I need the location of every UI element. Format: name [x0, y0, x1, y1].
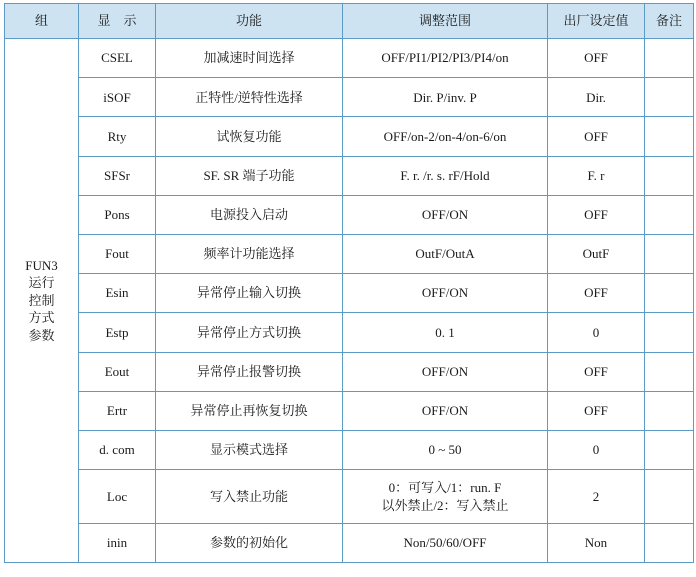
table-row	[5, 234, 694, 273]
group-label-line: FUN3	[25, 257, 58, 273]
function-name: 参数的初始化	[156, 524, 343, 563]
adjust-range-line: OFF/ON	[421, 363, 469, 379]
function-name: 异常停止报警切换	[156, 352, 343, 391]
display-code: d. com	[79, 430, 156, 469]
factory-default: Non	[548, 524, 645, 563]
function-name: 正特性/逆特性选择	[156, 78, 343, 117]
table-row	[5, 195, 694, 234]
parameter-table	[4, 3, 694, 563]
table-row	[5, 391, 694, 430]
function-name: 写入禁止功能	[156, 470, 343, 524]
note	[645, 117, 694, 156]
function-name: SF. SR 端子功能	[156, 156, 343, 195]
display-code: Pons	[79, 195, 156, 234]
display-code: SFSr	[79, 156, 156, 195]
group-label-line: 控制	[28, 292, 55, 308]
group-label-line: 运行	[28, 275, 55, 291]
table-row	[5, 313, 694, 352]
function-name: 电源投入启动	[156, 195, 343, 234]
adjust-range	[343, 352, 548, 391]
factory-default: OFF	[548, 352, 645, 391]
factory-default: OFF	[548, 274, 645, 313]
function-name: 试恢复功能	[156, 117, 343, 156]
note	[645, 156, 694, 195]
function-name: 异常停止输入切换	[156, 274, 343, 313]
factory-default: F. r	[548, 156, 645, 195]
header-group: 组	[5, 4, 79, 39]
note	[645, 234, 694, 273]
function-name: 异常停止方式切换	[156, 313, 343, 352]
factory-default: 0	[548, 430, 645, 469]
factory-default: OFF	[548, 195, 645, 234]
group-label-line: 方式	[28, 310, 55, 326]
factory-default: OFF	[548, 117, 645, 156]
adjust-range	[343, 470, 548, 524]
note	[645, 39, 694, 78]
adjust-range	[343, 78, 548, 117]
display-code: iSOF	[79, 78, 156, 117]
adjust-range	[343, 313, 548, 352]
group-label-line: 参数	[28, 327, 55, 343]
table-row	[5, 524, 694, 563]
group-cell	[5, 39, 79, 563]
adjust-range-line: OutF/OutA	[415, 246, 475, 262]
adjust-range-line: 以外禁止/2：写入禁止	[381, 497, 509, 513]
header-note: 备注	[645, 4, 694, 39]
display-code: Ertr	[79, 391, 156, 430]
note	[645, 195, 694, 234]
header-row	[5, 4, 694, 39]
display-code: Rty	[79, 117, 156, 156]
adjust-range-line: 0：可写入/1：run. F	[388, 480, 502, 496]
note	[645, 524, 694, 563]
table-row	[5, 430, 694, 469]
adjust-range	[343, 391, 548, 430]
display-code: Loc	[79, 470, 156, 524]
table-row	[5, 156, 694, 195]
factory-default: OFF	[548, 391, 645, 430]
adjust-range	[343, 117, 548, 156]
factory-default: OutF	[548, 234, 645, 273]
adjust-range-line: F. r. /r. s. rF/Hold	[400, 167, 490, 183]
factory-default: 0	[548, 313, 645, 352]
adjust-range-line: Non/50/60/OFF	[403, 535, 487, 551]
factory-default: 2	[548, 470, 645, 524]
adjust-range-line: OFF/on-2/on-4/on-6/on	[383, 128, 507, 144]
adjust-range	[343, 524, 548, 563]
function-name: 显示模式选择	[156, 430, 343, 469]
adjust-range	[343, 156, 548, 195]
table-row	[5, 352, 694, 391]
display-code: Fout	[79, 234, 156, 273]
table-row	[5, 39, 694, 78]
note	[645, 391, 694, 430]
header-range: 调整范围	[343, 4, 548, 39]
header-display: 显 示	[79, 4, 156, 39]
table-row	[5, 117, 694, 156]
adjust-range	[343, 274, 548, 313]
note	[645, 78, 694, 117]
note	[645, 470, 694, 524]
note	[645, 352, 694, 391]
function-name: 加减速时间选择	[156, 39, 343, 78]
adjust-range	[343, 234, 548, 273]
adjust-range-line: OFF/ON	[421, 207, 469, 223]
display-code: Estp	[79, 313, 156, 352]
note	[645, 430, 694, 469]
function-name: 频率计功能选择	[156, 234, 343, 273]
header-function: 功能	[156, 4, 343, 39]
table-row	[5, 274, 694, 313]
note	[645, 313, 694, 352]
table-row	[5, 78, 694, 117]
display-code: inin	[79, 524, 156, 563]
note	[645, 274, 694, 313]
display-code: Esin	[79, 274, 156, 313]
adjust-range-line: OFF/ON	[421, 285, 469, 301]
display-code: Eout	[79, 352, 156, 391]
adjust-range	[343, 39, 548, 78]
function-name: 异常停止再恢复切换	[156, 391, 343, 430]
table-row	[5, 470, 694, 524]
factory-default: OFF	[548, 39, 645, 78]
adjust-range	[343, 430, 548, 469]
factory-default: Dir.	[548, 78, 645, 117]
adjust-range-line: OFF/PI1/PI2/PI3/PI4/on	[381, 50, 509, 66]
adjust-range-line: OFF/ON	[421, 403, 469, 418]
display-code: CSEL	[79, 39, 156, 78]
adjust-range-line: 0 ~ 50	[428, 442, 462, 458]
header-default: 出厂设定值	[548, 4, 645, 39]
adjust-range	[343, 195, 548, 234]
adjust-range-line: Dir. P/inv. P	[413, 89, 477, 105]
adjust-range-line: 0. 1	[435, 324, 455, 340]
